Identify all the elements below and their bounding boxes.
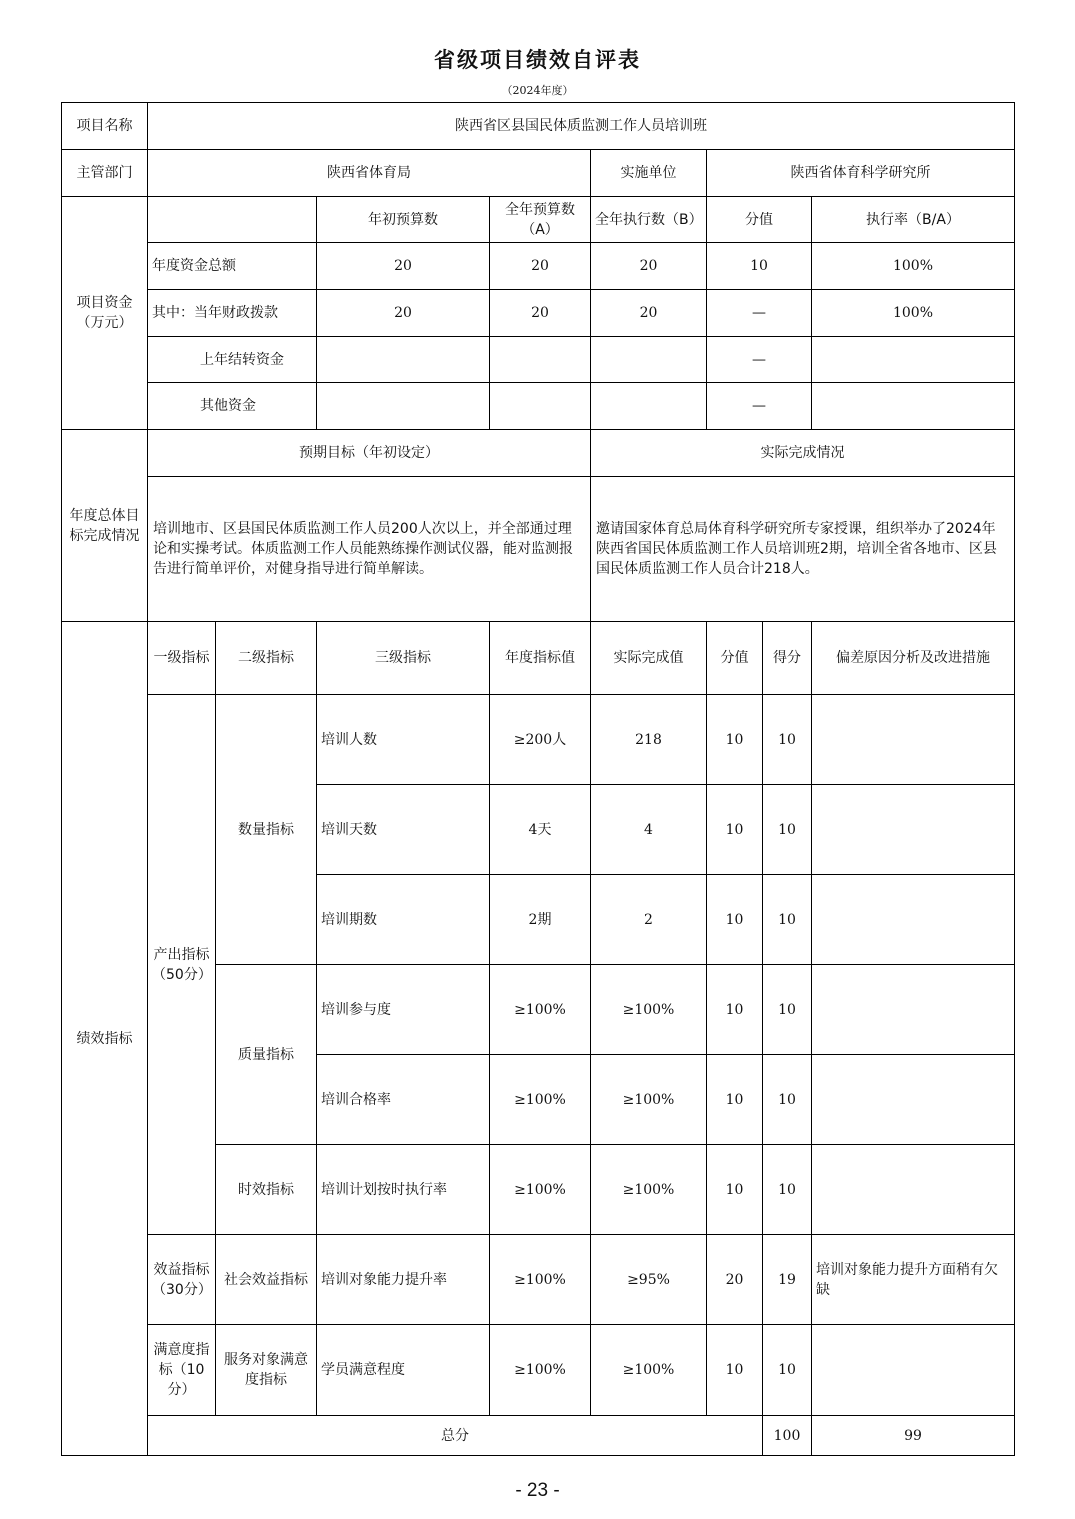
indicator-name: 培训合格率 bbox=[317, 1055, 490, 1145]
indicator-got: 10 bbox=[763, 1325, 812, 1416]
indicator-actual: ≥100% bbox=[591, 965, 707, 1055]
perf-header-got: 得分 bbox=[763, 622, 812, 695]
funds-cell: 100% bbox=[812, 290, 1015, 337]
funds-cell bbox=[490, 337, 591, 383]
goals-label: 年度总体目标完成情况 bbox=[62, 430, 148, 622]
funds-row-label: 上年结转资金 bbox=[148, 337, 317, 383]
perf-header-level3: 三级指标 bbox=[317, 622, 490, 695]
funds-cell: — bbox=[707, 337, 812, 383]
dept-label: 主管部门 bbox=[62, 150, 148, 197]
impl-label: 实施单位 bbox=[591, 150, 707, 197]
goals-expected-text: 培训地市、区县国民体质监测工作人员200人次以上，并全部通过理论和实操考试。体质监测工作人员能熟练操作测试仪器，能对监测报告进行简单评价，对健身指导进行简单解读。 bbox=[148, 477, 591, 622]
indicator-actual: ≥100% bbox=[591, 1325, 707, 1416]
project-name-label: 项目名称 bbox=[62, 103, 148, 150]
level2-timeliness: 时效指标 bbox=[216, 1145, 317, 1235]
level2-social: 社会效益指标 bbox=[216, 1235, 317, 1325]
indicator-target: ≥100% bbox=[490, 1235, 591, 1325]
indicator-reason: 培训对象能力提升方面稍有欠缺 bbox=[812, 1235, 1015, 1325]
indicator-row bbox=[62, 695, 1015, 785]
evaluation-table bbox=[61, 102, 1015, 1456]
indicator-target: ≥100% bbox=[490, 1325, 591, 1416]
funds-cell: 20 bbox=[490, 243, 591, 290]
funds-header-row bbox=[62, 197, 1015, 243]
perf-header-actual: 实际完成值 bbox=[591, 622, 707, 695]
indicator-actual: 218 bbox=[591, 695, 707, 785]
funds-row bbox=[62, 337, 1015, 383]
page-number: - 23 - bbox=[515, 1480, 560, 1501]
indicator-reason bbox=[812, 695, 1015, 785]
goals-actual-header: 实际完成情况 bbox=[591, 430, 1015, 477]
funds-label: 项目资金（万元） bbox=[62, 197, 148, 430]
project-name-row bbox=[62, 103, 1015, 150]
dept-value: 陕西省体育局 bbox=[148, 150, 591, 197]
funds-cell bbox=[591, 383, 707, 430]
funds-cell: 20 bbox=[591, 243, 707, 290]
indicator-name: 培训参与度 bbox=[317, 965, 490, 1055]
funds-cell bbox=[591, 337, 707, 383]
project-name-value: 陕西省区县国民体质监测工作人员培训班 bbox=[148, 103, 1015, 150]
total-score: 100 bbox=[763, 1416, 812, 1456]
perf-header-reason: 偏差原因分析及改进措施 bbox=[812, 622, 1015, 695]
indicator-name: 培训人数 bbox=[317, 695, 490, 785]
indicator-score: 10 bbox=[707, 875, 763, 965]
indicator-got: 10 bbox=[763, 875, 812, 965]
total-row bbox=[62, 1416, 1015, 1456]
funds-row-label: 其中：当年财政拨款 bbox=[148, 290, 317, 337]
indicator-got: 10 bbox=[763, 1055, 812, 1145]
funds-row-label: 年度资金总额 bbox=[148, 243, 317, 290]
level1-satisfaction: 满意度指标（10分） bbox=[148, 1325, 216, 1416]
perf-header-score: 分值 bbox=[707, 622, 763, 695]
indicator-got: 10 bbox=[763, 785, 812, 875]
indicator-actual: 2 bbox=[591, 875, 707, 965]
report-year: （2024年度） bbox=[501, 84, 574, 97]
funds-cell: 20 bbox=[317, 243, 490, 290]
funds-cell bbox=[812, 337, 1015, 383]
funds-cell: 20 bbox=[490, 290, 591, 337]
indicator-row bbox=[62, 1235, 1015, 1325]
funds-cell: 10 bbox=[707, 243, 812, 290]
performance-label: 绩效指标 bbox=[62, 622, 148, 1456]
funds-cell: 20 bbox=[317, 290, 490, 337]
indicator-target: ≥100% bbox=[490, 965, 591, 1055]
goals-actual-text: 邀请国家体育总局体育科学研究所专家授课，组织举办了2024年陕西省国民体质监测工作人员培训班2期，培训全省各地市、区县国民体质监测工作人员合计218人。 bbox=[591, 477, 1015, 622]
indicator-reason bbox=[812, 965, 1015, 1055]
indicator-actual: ≥100% bbox=[591, 1055, 707, 1145]
indicator-actual: 4 bbox=[591, 785, 707, 875]
page-title: 省级项目绩效自评表 bbox=[434, 48, 641, 72]
level2-service: 服务对象满意度指标 bbox=[216, 1325, 317, 1416]
indicator-score: 10 bbox=[707, 785, 763, 875]
indicator-score: 10 bbox=[707, 965, 763, 1055]
indicator-reason bbox=[812, 1325, 1015, 1416]
perf-header-level1: 一级指标 bbox=[148, 622, 216, 695]
indicator-name: 学员满意程度 bbox=[317, 1325, 490, 1416]
funds-row bbox=[62, 243, 1015, 290]
indicator-target: ≥200人 bbox=[490, 695, 591, 785]
indicator-name: 培训期数 bbox=[317, 875, 490, 965]
indicator-got: 10 bbox=[763, 965, 812, 1055]
indicator-target: ≥100% bbox=[490, 1145, 591, 1235]
funds-cell: — bbox=[707, 290, 812, 337]
indicator-reason bbox=[812, 1145, 1015, 1235]
indicator-score: 10 bbox=[707, 1145, 763, 1235]
indicator-target: 4天 bbox=[490, 785, 591, 875]
funds-cell bbox=[812, 383, 1015, 430]
total-label: 总分 bbox=[148, 1416, 763, 1456]
funds-cell bbox=[317, 337, 490, 383]
indicator-got: 19 bbox=[763, 1235, 812, 1325]
perf-header-target: 年度指标值 bbox=[490, 622, 591, 695]
funds-cell bbox=[317, 383, 490, 430]
indicator-row bbox=[62, 1325, 1015, 1416]
performance-header-row bbox=[62, 622, 1015, 695]
indicator-score: 10 bbox=[707, 695, 763, 785]
funds-header-executed: 全年执行数（B） bbox=[591, 197, 707, 243]
impl-value: 陕西省体育科学研究所 bbox=[707, 150, 1015, 197]
indicator-target: 2期 bbox=[490, 875, 591, 965]
funds-cell: 100% bbox=[812, 243, 1015, 290]
indicator-actual: ≥100% bbox=[591, 1145, 707, 1235]
indicator-reason bbox=[812, 875, 1015, 965]
funds-cell: 20 bbox=[591, 290, 707, 337]
goals-header-row bbox=[62, 430, 1015, 477]
goals-expected-header: 预期目标（年初设定） bbox=[148, 430, 591, 477]
funds-row bbox=[62, 290, 1015, 337]
funds-header-initial: 年初预算数 bbox=[317, 197, 490, 243]
indicator-got: 10 bbox=[763, 1145, 812, 1235]
indicator-name: 培训对象能力提升率 bbox=[317, 1235, 490, 1325]
perf-header-level2: 二级指标 bbox=[216, 622, 317, 695]
level2-quantity: 数量指标 bbox=[216, 695, 317, 965]
indicator-name: 培训计划按时执行率 bbox=[317, 1145, 490, 1235]
goals-content-row bbox=[62, 477, 1015, 622]
funds-row bbox=[62, 383, 1015, 430]
indicator-name: 培训天数 bbox=[317, 785, 490, 875]
funds-row-label: 其他资金 bbox=[148, 383, 317, 430]
indicator-reason bbox=[812, 785, 1015, 875]
funds-header-blank bbox=[148, 197, 317, 243]
indicator-reason bbox=[812, 1055, 1015, 1145]
level2-quality: 质量指标 bbox=[216, 965, 317, 1145]
indicator-score: 10 bbox=[707, 1055, 763, 1145]
funds-header-annual: 全年预算数（A） bbox=[490, 197, 591, 243]
total-got: 99 bbox=[812, 1416, 1015, 1456]
level1-output: 产出指标（50分） bbox=[148, 695, 216, 1235]
indicator-actual: ≥95% bbox=[591, 1235, 707, 1325]
indicator-score: 20 bbox=[707, 1235, 763, 1325]
level1-benefit: 效益指标（30分） bbox=[148, 1235, 216, 1325]
department-row bbox=[62, 150, 1015, 197]
indicator-target: ≥100% bbox=[490, 1055, 591, 1145]
funds-header-score: 分值 bbox=[707, 197, 812, 243]
funds-cell: — bbox=[707, 383, 812, 430]
funds-header-rate: 执行率（B/A） bbox=[812, 197, 1015, 243]
indicator-score: 10 bbox=[707, 1325, 763, 1416]
funds-cell bbox=[490, 383, 591, 430]
indicator-got: 10 bbox=[763, 695, 812, 785]
